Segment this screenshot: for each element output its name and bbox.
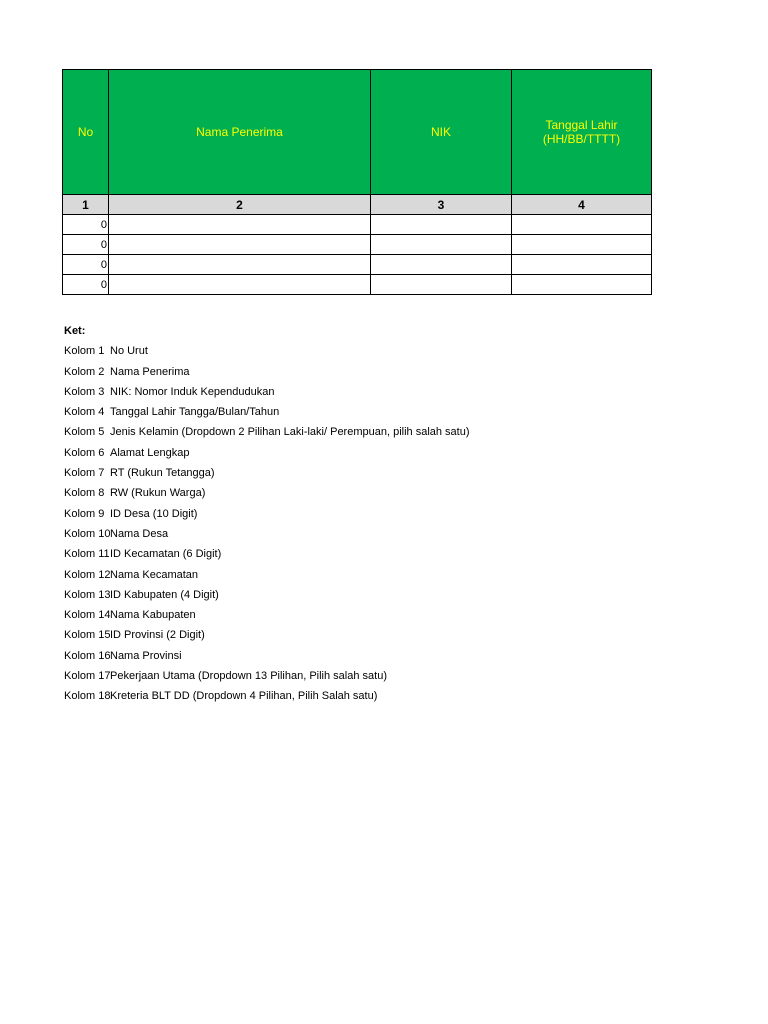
note-label: Kolom 14 (64, 609, 110, 622)
note-text: Nama Kabupaten (110, 609, 196, 622)
cell-tanggal-lahir[interactable] (512, 235, 652, 255)
note-label: Kolom 9 (64, 507, 105, 520)
note-label: Kolom 15 (64, 629, 110, 642)
note-item (64, 504, 470, 524)
note-text: No Urut (110, 345, 148, 358)
note-label: Kolom 10 (64, 527, 110, 540)
note-item (64, 402, 470, 422)
cell-tanggal-lahir[interactable] (512, 215, 652, 235)
table-row (63, 235, 652, 255)
cell-no[interactable]: 0 (63, 215, 109, 235)
note-item (64, 483, 470, 503)
cell-nama[interactable] (109, 255, 371, 275)
note-label: Kolom 3 (64, 385, 105, 398)
note-text: ID Kabupaten (4 Digit) (110, 588, 219, 601)
note-text: RW (Rukun Warga) (110, 487, 206, 500)
header-nik[interactable]: NIK (371, 70, 512, 195)
note-label: Kolom 1 (64, 345, 105, 358)
note-item (64, 686, 470, 706)
cell-nama[interactable] (109, 215, 371, 235)
note-text: Pekerjaan Utama (Dropdown 13 Pilihan, Pilih salah satu) (110, 670, 387, 683)
note-label: Kolom 2 (64, 365, 105, 378)
note-text: RT (Rukun Tetangga) (110, 467, 215, 480)
header-row (63, 70, 652, 195)
note-label: Kolom 17 (64, 670, 110, 683)
note-text: Kreteria BLT DD (Dropdown 4 Pilihan, Pilih Salah satu) (110, 690, 378, 703)
table-row (63, 255, 652, 275)
note-label: Kolom 11 (64, 548, 110, 561)
note-item (64, 382, 470, 402)
note-item (64, 362, 470, 382)
note-item (64, 544, 470, 564)
note-text: ID Provinsi (2 Digit) (110, 629, 205, 642)
table-row (63, 215, 652, 235)
cell-nik[interactable] (371, 235, 512, 255)
cell-no[interactable]: 0 (63, 235, 109, 255)
note-item (64, 443, 470, 463)
note-text: Jenis Kelamin (Dropdown 2 Pilihan Laki-laki/ Perempuan, pilih salah satu) (110, 426, 470, 439)
note-item (64, 565, 470, 585)
note-label: Kolom 16 (64, 649, 110, 662)
note-label: Kolom 5 (64, 426, 105, 439)
note-label: Kolom 7 (64, 467, 105, 480)
note-item (64, 605, 470, 625)
note-text: NIK: Nomor Induk Kependudukan (110, 385, 275, 398)
note-item (64, 463, 470, 483)
column-number[interactable]: 3 (371, 195, 512, 215)
note-item (64, 666, 470, 686)
note-text: Tanggal Lahir Tangga/Bulan/Tahun (110, 406, 280, 419)
cell-no[interactable]: 0 (63, 255, 109, 275)
cell-nama[interactable] (109, 235, 371, 255)
column-number-row (63, 195, 652, 215)
note-label: Kolom 12 (64, 568, 110, 581)
cell-nik[interactable] (371, 275, 512, 295)
column-number[interactable]: 4 (512, 195, 652, 215)
cell-nama[interactable] (109, 275, 371, 295)
column-number[interactable]: 2 (109, 195, 371, 215)
column-number[interactable]: 1 (63, 195, 109, 215)
note-item (64, 625, 470, 645)
note-item (64, 524, 470, 544)
note-label: Kolom 6 (64, 446, 105, 459)
cell-nik[interactable] (371, 255, 512, 275)
header-nama-penerima[interactable]: Nama Penerima (109, 70, 371, 195)
cell-tanggal-lahir[interactable] (512, 255, 652, 275)
note-text: Nama Provinsi (110, 649, 182, 662)
recipient-table (62, 69, 652, 295)
cell-tanggal-lahir[interactable] (512, 275, 652, 295)
table-row (63, 275, 652, 295)
note-label: Kolom 18 (64, 690, 110, 703)
note-item (64, 422, 470, 442)
note-text: Nama Desa (110, 527, 169, 540)
header-no[interactable]: No (63, 70, 109, 195)
notes-title: Ket: (64, 325, 86, 337)
note-label: Kolom 8 (64, 487, 105, 500)
cell-no[interactable]: 0 (63, 275, 109, 295)
note-label: Kolom 4 (64, 406, 105, 419)
notes-section (64, 321, 470, 707)
cell-nik[interactable] (371, 215, 512, 235)
notes-list (64, 341, 470, 706)
note-text: Alamat Lengkap (110, 446, 190, 459)
note-text: Nama Penerima (110, 365, 190, 378)
header-tanggal-lahir[interactable]: Tanggal Lahir (HH/BB/TTTT) (512, 70, 652, 195)
note-item (64, 585, 470, 605)
note-text: ID Desa (10 Digit) (110, 507, 198, 520)
note-text: ID Kecamatan (6 Digit) (110, 548, 222, 561)
note-item (64, 341, 470, 361)
note-label: Kolom 13 (64, 588, 110, 601)
note-text: Nama Kecamatan (110, 568, 199, 581)
note-item (64, 646, 470, 666)
